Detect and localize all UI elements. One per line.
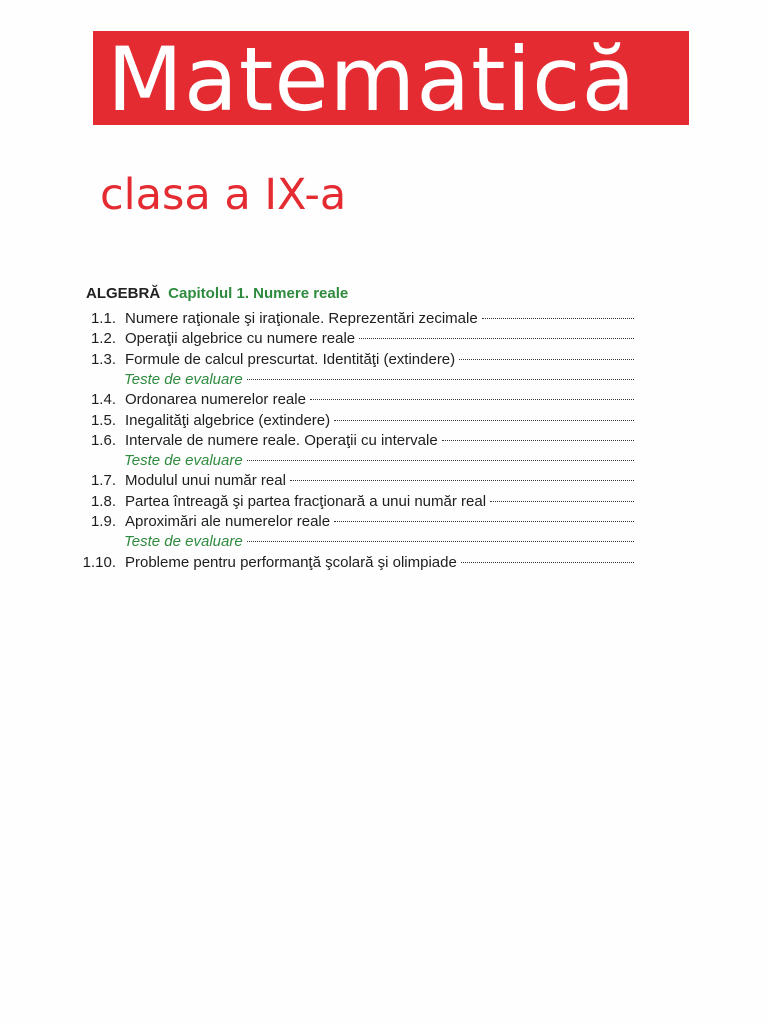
toc-row (72, 512, 634, 532)
toc-item-title: Aproximări ale numerelor reale (125, 513, 331, 530)
toc-item-number: 1.9. (90, 513, 116, 530)
toc-item-number: 1.4. (90, 391, 116, 408)
section-label: ALGEBRĂ (86, 285, 161, 302)
toc-evaluation-row (124, 451, 634, 471)
dot-leader (334, 521, 634, 522)
toc-row (72, 350, 634, 370)
toc-item-title: Partea întreagă şi partea fracţionară a unui număr real (125, 493, 487, 510)
toc-item-number: 1.1. (90, 310, 116, 327)
dot-leader (310, 399, 634, 400)
toc-row (72, 309, 634, 329)
dot-leader (247, 379, 634, 380)
toc-item-number: 1.2. (90, 330, 116, 347)
dot-leader (461, 562, 634, 563)
dot-leader (247, 541, 634, 542)
dot-leader (482, 318, 634, 319)
toc-item-title: Teste de evaluare (124, 452, 243, 469)
chapter-title: Capitolul 1. Numere reale (168, 285, 349, 302)
toc-item-title: Modulul unui număr real (125, 472, 286, 489)
toc-item-title: Intervale de numere reale. Operaţii cu intervale (125, 432, 438, 449)
toc-item-number: 1.3. (90, 351, 116, 368)
book-title: Matematică (107, 31, 637, 125)
toc-evaluation-row (124, 532, 634, 552)
toc-item-number: 1.5. (90, 412, 116, 429)
toc-item-number: 1.8. (90, 493, 116, 510)
toc-item-title: Formule de calcul prescurtat. Identităţi (extindere) (125, 351, 456, 368)
toc-item-number: 1.6. (90, 432, 116, 449)
toc-row (72, 390, 634, 410)
toc-evaluation-row (124, 370, 634, 390)
toc-row (72, 492, 634, 512)
book-subtitle: clasa a IX-a (100, 170, 347, 220)
toc-item-title: Ordonarea numerelor reale (125, 391, 306, 408)
dot-leader (442, 440, 634, 441)
toc-row (72, 411, 634, 431)
toc-item-title: Probleme pentru performanţă şcolară şi olimpiade (125, 554, 457, 571)
toc-item-title: Teste de evaluare (124, 371, 243, 388)
dot-leader (359, 338, 634, 339)
toc-item-title: Inegalităţi algebrice (extindere) (125, 412, 331, 429)
dot-leader (459, 359, 634, 360)
toc-row (72, 329, 634, 349)
toc-row (72, 431, 634, 451)
dot-leader (290, 480, 634, 481)
toc-row (72, 471, 634, 491)
toc-item-title: Teste de evaluare (124, 533, 243, 550)
toc-row (72, 553, 634, 573)
toc-item-title: Operaţii algebrice cu numere reale (125, 330, 356, 347)
toc-section-heading (86, 284, 348, 304)
toc-item-number: 1.10. (82, 554, 116, 571)
dot-leader (247, 460, 634, 461)
dot-leader (334, 420, 634, 421)
toc-item-title: Numere raţionale şi iraţionale. Reprezentări zecimale (125, 310, 478, 327)
toc-item-number: 1.7. (90, 472, 116, 489)
dot-leader (490, 501, 634, 502)
